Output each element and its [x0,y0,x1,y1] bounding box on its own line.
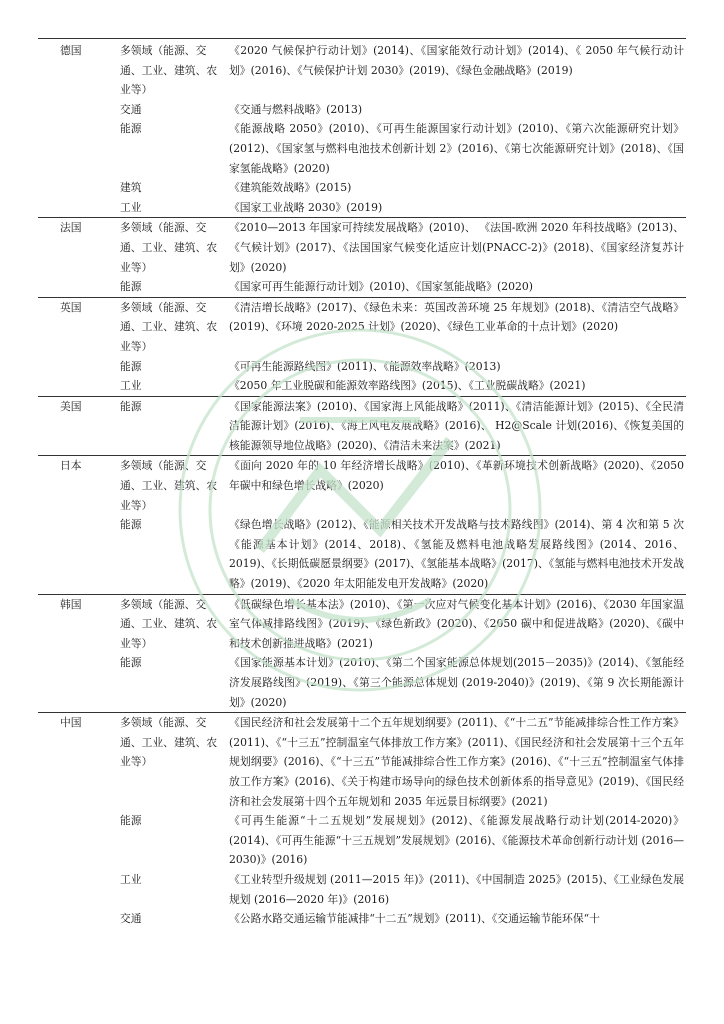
table-row [38,594,686,653]
field-cell: 工业 [120,872,142,886]
table-row [38,100,686,120]
field-cell: 多领域（能源、交通、工业、建筑、农业等） [118,594,226,653]
country-cell: 英国 [38,297,118,356]
policy-list-cell: 《国家能源基本计划》(2010)、《第二个国家能源总体规划(2015－2035)》(2014)、《氢能经济发展路线图》(2019)、《第三个能源总体规划 (2019-2040)》(2019)、《第 9 次长期能源计划》(2020) [229,656,684,709]
country-cell [38,870,118,909]
field-cell: 交通 [120,912,142,926]
field-cell: 多领域（能源、交通、工业、建筑、农业等） [118,297,226,356]
country-cell: 韩国 [38,594,118,653]
policy-list-cell: 《可再生能源“十二五规划”发展规划》(2012)、《能源发展战略行动计划(2014-2020)》(2014)、《可再生能源“十三五规划”发展规划》(2016)、《能源技术革命创新行动计划 (2016—2030)》(2016) [229,814,684,867]
policy-list-cell: 《绿色增长战略》(2012)、《能源相关技术开发战略与技术路线图》(2014)、第 4 次和第 5 次《能源基本计划》(2014、2018)、《氢能及燃料电池战略发展路线图》(2014、2016、2019)、《长期低碳愿景纲要》(2017)、《氢能基本战略》(2017)、《氢能与燃料电池技术开发战略》(2019)、《2020 年太阳能发电开发战略》(2020) [229,518,684,591]
policy-list-cell: 《清洁增长战略》(2017)、《绿色未来：英国改善环境 25 年规划》(2018)、《清洁空气战略》(2019)、《环境 2020-2025 计划》(2020)、《绿色工业革命的十点计划》(2020) [226,297,686,356]
policy-list-cell: 《面向 2020 年的 10 年经济增长战略》(2010)、《革新环境技术创新战略》(2020)、《2050 年碳中和绿色增长战略》(2020) [226,456,686,515]
policy-list-cell: 《国家能源法案》(2010)、《国家海上风能战略》(2011)、《清洁能源计划》(2015)、《全民清洁能源计划》(2016)、《海上风电发展战略》(2016)、 H2@Scale 计划(2016)、《恢复美国的核能源领导地位战略》(2020)、《清洁未来法案》(2021) [226,396,686,456]
field-cell: 能源 [120,814,142,828]
field-cell: 交通 [120,102,142,116]
field-cell: 能源 [120,656,142,670]
table-row [38,119,686,178]
policy-list-cell: 《工业转型升级规划 (2011—2015 年)》(2011)、《中国制造 2025》(2015)、《工业绿色发展规划 (2016—2020 年)》(2016) [229,872,684,906]
table-row [38,515,686,594]
table-row [38,178,686,198]
table-row [38,909,686,931]
policy-list-cell: 《2050 年工业脱碳和能源效率路线图》(2015)、《工业脱碳战略》(2021) [229,379,586,393]
field-cell: 能源 [118,396,226,456]
policy-table-body [38,39,686,931]
policy-list-cell: 《交通与燃料战略》(2013) [229,102,363,116]
table-row [38,870,686,909]
table-row [38,357,686,377]
table-row [38,376,686,396]
country-cell [38,653,118,712]
country-cell [38,376,118,396]
policy-list-cell: 《可再生能源路线图》(2011)、《能源效率战略》(2013) [229,359,501,373]
table-row [38,456,686,515]
country-cell: 德国 [38,39,118,100]
country-cell [38,357,118,377]
field-cell: 多领域（能源、交通、工业、建筑、农业等） [118,456,226,515]
country-cell [38,119,118,178]
policy-list-cell: 《国家工业战略 2030》(2019) [229,200,383,214]
policy-list-cell: 《2010—2013 年国家可持续发展战略》(2010)、 《法国-欧洲 2020 年科技战略》(2013)、《气候计划》(2017)、《法国国家气候变化适应计划(PNACC-2)》(2018)、《国家经济复苏计划》(2020) [226,218,686,277]
policy-table [38,38,686,931]
field-cell: 多领域（能源、交通、工业、建筑、农业等） [118,713,226,811]
field-cell: 能源 [120,359,142,373]
policy-list-cell: 《国民经济和社会发展第十二个五年规划纲要》(2011)、《“十二五”节能减排综合性工作方案》(2011)、《“十三五”控制温室气体排放工作方案》(2011)、《国民经济和社会发展第十三个五年规划纲要》(2016)、《“十三五”节能减排综合性工作方案》(2016)、《“十三五”控制温室气体排放工作方案》(2016)、《关于构建市场导向的绿色技术创新体系的指导意见》(2019)、《国民经济和社会发展第十四个五年规划和 2035 年远景目标纲要》(2021) [226,713,686,811]
field-cell: 工业 [120,200,142,214]
country-cell: 法国 [38,218,118,277]
table-row [38,396,686,456]
table-row [38,39,686,100]
table-row [38,811,686,870]
policy-list-cell: 《建筑能效战略》(2015) [229,181,352,195]
table-row [38,198,686,218]
country-cell [38,100,118,120]
country-cell [38,198,118,218]
country-cell [38,909,118,931]
country-cell: 日本 [38,456,118,515]
table-row [38,713,686,811]
field-cell: 能源 [120,122,142,136]
field-cell: 多领域（能源、交通、工业、建筑、农业等） [118,218,226,277]
country-cell: 中国 [38,713,118,811]
country-cell: 美国 [38,396,118,456]
country-cell [38,515,118,594]
field-cell: 多领域（能源、交通、工业、建筑、农业等） [118,39,226,100]
country-cell [38,811,118,870]
policy-list-cell: 《能源战略 2050》(2010)、《可再生能源国家行动计划》(2010)、《第六次能源研究计划》(2012)、《国家氢与燃料电池技术创新计划 2》(2016)、《第七次能源研究计划》(2018)、《国家氢能战略》(2020) [229,122,684,175]
table-row [38,653,686,712]
field-cell: 工业 [120,379,142,393]
policy-list-cell: 《公路水路交通运输节能减排“十二五”规划》(2011)、《交通运输节能环保“十 [229,912,600,926]
policy-list-cell: 《2020 气候保护行动计划》(2014)、《国家能效行动计划》(2014)、《 2050 年气候行动计划》(2016)、《气候保护计划 2030》(2019)、《绿色金融战略》(2019) [226,39,686,100]
policy-list-cell: 《国家可再生能源行动计划》(2010)、《国家氢能战略》(2020) [229,280,533,294]
field-cell: 能源 [120,518,142,532]
country-cell [38,178,118,198]
table-row [38,277,686,297]
table-row [38,297,686,356]
field-cell: 建筑 [120,181,142,195]
policy-list-cell: 《低碳绿色增长基本法》(2010)、《第一次应对气候变化基本计划》(2016)、《2030 年国家温室气体减排路线图》(2019)、《绿色新政》(2020)、《2050 碳中和促进战略》(2020)、《碳中和技术创新推进战略》(2021) [226,594,686,653]
country-cell [38,277,118,297]
field-cell: 能源 [120,280,142,294]
table-row [38,218,686,277]
